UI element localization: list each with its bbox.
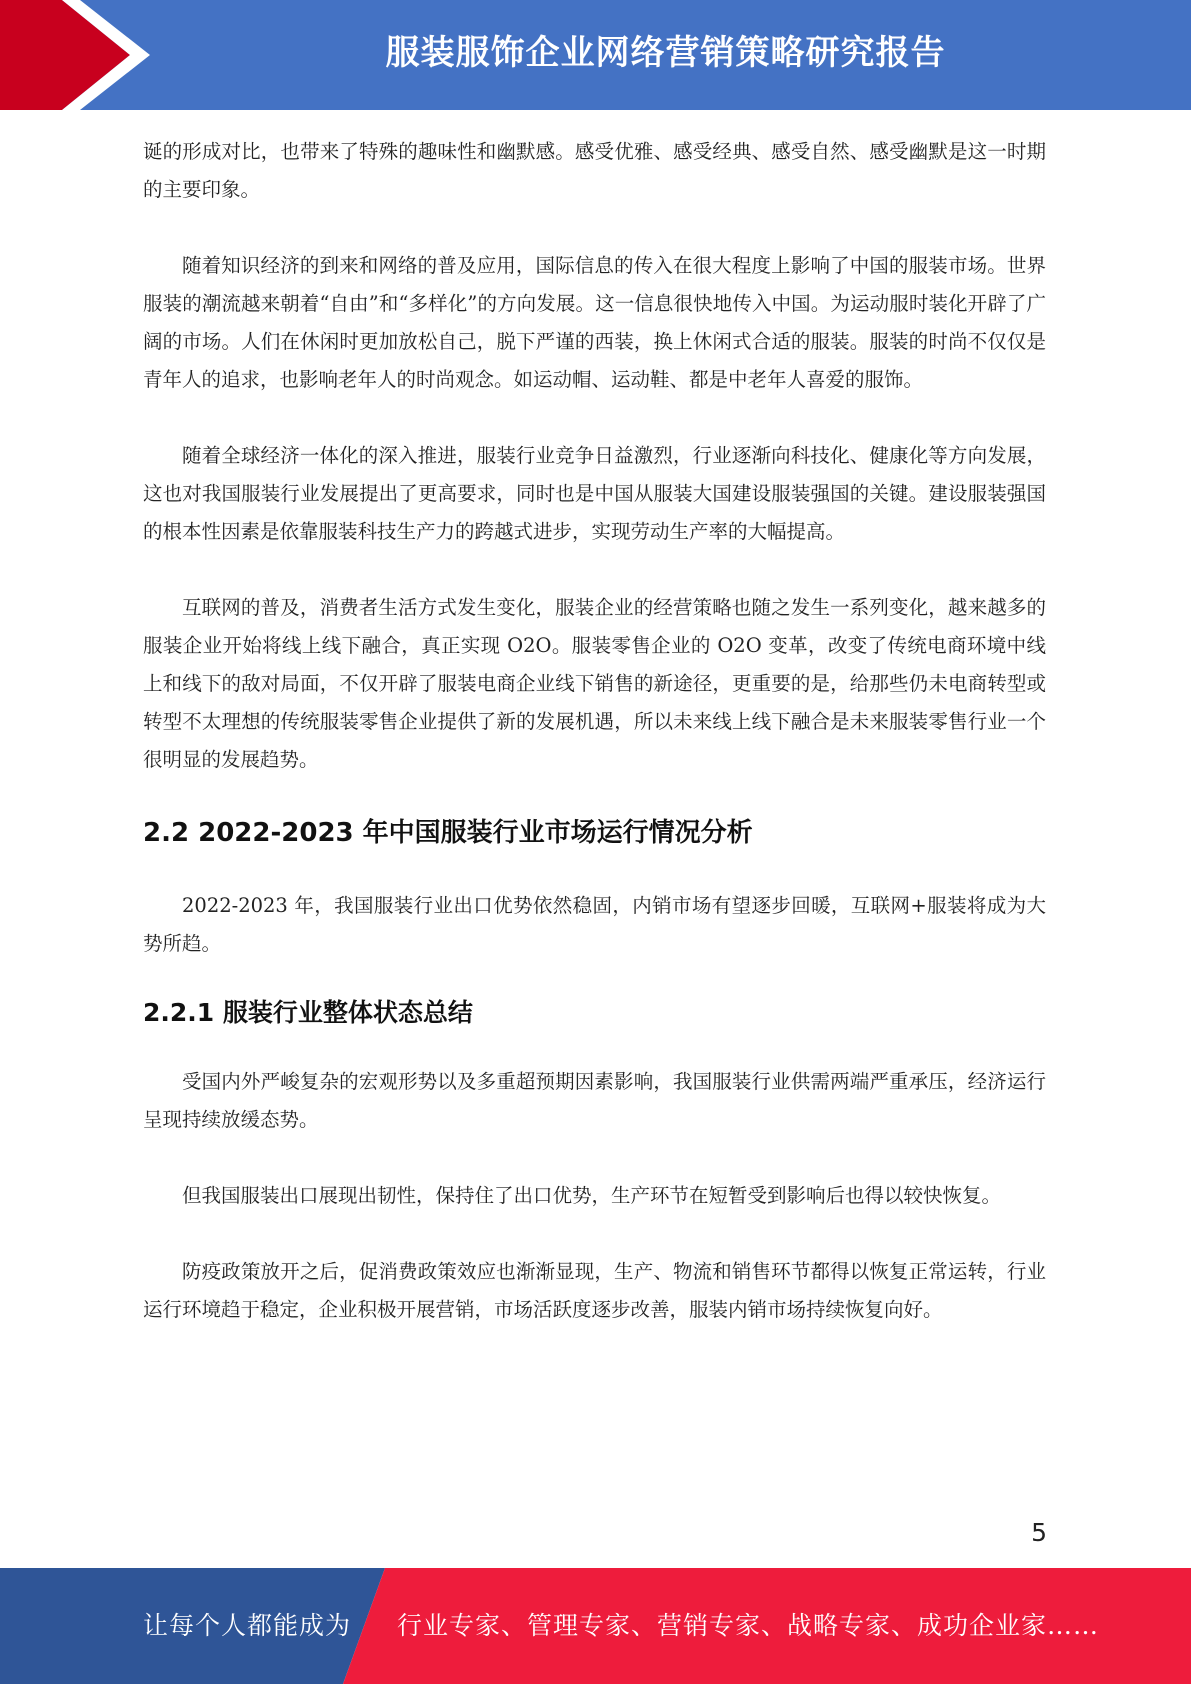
section-heading-2-2-1: 2.2.1 服装行业整体状态总结 [143, 998, 473, 1027]
paragraph: 随着全球经济一体化的深入推进，服装行业竞争日益激烈，行业逐渐向科技化、健康化等方向发展，这也对我国服装行业发展提出了更高要求，同时也是中国从服装大国建设服装强国的关键。建设服装强国的根本性因素是依靠服装科技生产力的跨越式进步，实现劳动生产率的大幅提高。 [143, 444, 1046, 543]
paragraph-continued: 诞的形成对比，也带来了特殊的趣味性和幽默感。感受优雅、感受经典、感受自然、感受幽默是这一时期的主要印象。 [143, 140, 1046, 201]
paragraph: 受国内外严峻复杂的宏观形势以及多重超预期因素影响，我国服装行业供需两端严重承压，经济运行呈现持续放缓态势。 [143, 1070, 1046, 1131]
footer-slogan-left: 让每个人都能成为 [143, 1611, 352, 1640]
page-footer-banner [0, 1568, 1191, 1684]
page-header-banner [0, 0, 1191, 110]
footer-slogan-right: 行业专家、管理专家、营销专家、战略专家、成功企业家…… [397, 1611, 1100, 1640]
page-content [143, 133, 1046, 1329]
paragraph: 防疫政策放开之后，促消费政策效应也渐渐显现，生产、物流和销售环节都得以恢复正常运转，行业运行环境趋于稳定，企业积极开展营销，市场活跃度逐步改善，服装内销市场持续恢复向好。 [143, 1260, 1046, 1321]
page-number: 5 [1031, 1518, 1047, 1547]
header-arrow-icon [0, 0, 160, 110]
paragraph: 互联网的普及，消费者生活方式发生变化，服装企业的经营策略也随之发生一系列变化，越来越多的服装企业开始将线上线下融合，真正实现 O2O。服装零售企业的 O2O 变革，改变了传统电商环境中线上和线下的敌对局面，不仅开辟了服装电商企业线下销售的新途径，更重要的是，给那些仍未电商转型或转型不太理想的传统服装零售企业提供了新的发展机遇，所以未来线上线下融合是未来服装零售行业一个很明显的发展趋势。 [143, 596, 1046, 771]
section-heading-2-2: 2.2 2022-2023 年中国服装行业市场运行情况分析 [143, 818, 753, 848]
report-title: 服装服饰企业网络营销策略研究报告 [385, 33, 946, 73]
paragraph: 随着知识经济的到来和网络的普及应用，国际信息的传入在很大程度上影响了中国的服装市场。世界服装的潮流越来朝着“自由”和“多样化”的方向发展。这一信息很快地传入中国。为运动服时装化开辟了广阔的市场。人们在休闲时更加放松自己，脱下严谨的西装，换上休闲式合适的服装。服装的时尚不仅仅是青年人的追求，也影响老年人的时尚观念。如运动帽、运动鞋、都是中老年人喜爱的服饰。 [143, 254, 1046, 391]
paragraph: 2022-2023 年，我国服装行业出口优势依然稳固，内销市场有望逐步回暖，互联网+服装将成为大势所趋。 [143, 894, 1046, 955]
paragraph: 但我国服装出口展现出韧性，保持住了出口优势，生产环节在短暂受到影响后也得以较快恢复。 [182, 1184, 1002, 1207]
